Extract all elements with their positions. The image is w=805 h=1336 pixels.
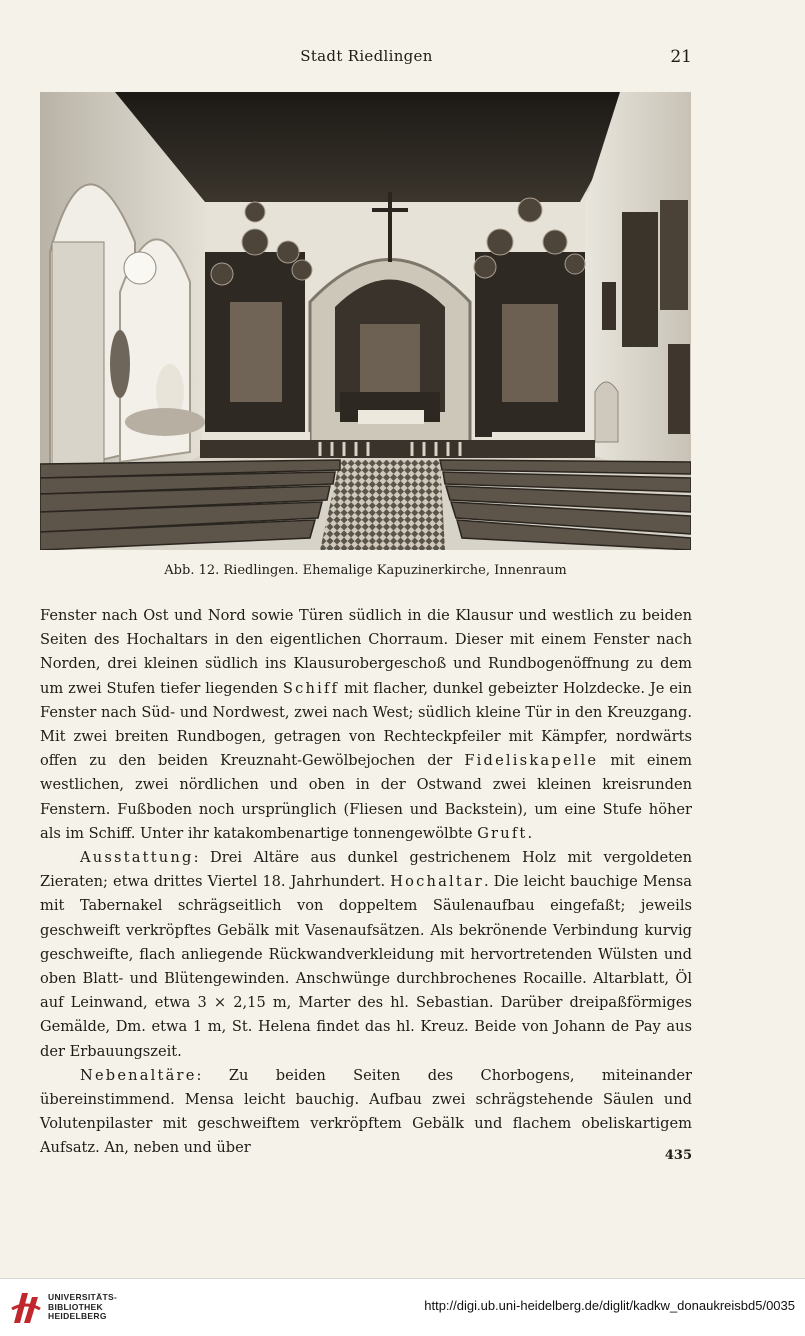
pews-left [40, 460, 340, 550]
running-head: Stadt Riedlingen [300, 47, 433, 65]
body-text [40, 604, 692, 1161]
folio-number: 435 [664, 1148, 692, 1163]
tiled-floor [320, 460, 445, 550]
paragraph-3: Nebenaltäre: Zu beiden Seiten des Chorbogens, miteinander übereinstimmend. Mensa leicht bauchig. Aufbau zwei schrägstehende Säulen und Volutenpilaster mit geschweiftem verkröpftem Gebälk und flachem obeliskartigem Aufsatz. An, neben und über [40, 1066, 692, 1157]
church-interior-photo [40, 92, 691, 550]
church-interior-illustration [40, 92, 691, 550]
library-logo-icon [8, 1289, 44, 1327]
page-number: 21 [670, 47, 692, 67]
library-name: UNIVERSITÄTS- BIBLIOTHEK HEIDELBERG [48, 1292, 118, 1321]
library-footer [0, 1278, 805, 1336]
permalink-url[interactable]: http://digi.ub.uni-heidelberg.de/diglit/kadkw_donaukreisbd5/0035 [424, 1298, 795, 1313]
figure-caption: Abb. 12. Riedlingen. Ehemalige Kapuzinerkirche, Innenraum [164, 563, 567, 578]
paragraph-2: Ausstattung: Drei Altäre aus dunkel gestrichenem Holz mit vergoldeten Zieraten; etwa drittes Viertel 18. Jahrhundert. Hochaltar. Die leicht bauchige Mensa mit Tabernakel schrägseitlich von doppeltem Säulenaufbau eingefaßt; jeweils geschweift verkröpftes Gebälk mit Vasenaufsätzen. Als bekrönende Verbindung kurvig geschweifte, flach anliegende Rückwandverkleidung mit hervortretenden Wülsten und oben Blatt- und Blütengewinden. Anschwünge durchbrochenes Rocaille. Altarblatt, Öl auf Leinwand, etwa 3 × 2,15 m, Marter des hl. Sebastian. Darüber dreipaßförmiges Gemälde, Dm. etwa 1 m, St. Helena findet das hl. Kreuz. Beide von Johann de Pay aus der Erbauungszeit. [40, 849, 692, 1060]
paragraph-1: Fenster nach Ost und Nord sowie Türen südlich in die Klausur und westlich zu beiden Seiten des Hochaltars in den eigentlichen Chorraum. Dieser mit einem Fenster nach Norden, drei kleinen südlich ins Klausurobergeschoß und Rundbogenöffnung zu dem um zwei Stufen tiefer liegenden Schiff mit flacher, dunkel gebeizter Holzdecke. Je ein Fenster nach Süd- und Nordwest, zwei nach West; südlich kleine Tür in den Kreuzgang. Mit zwei breiten Rundbogen, getragen von Rechteckpfeiler mit Kämpfer, nordwärts offen zu den beiden Kreuznaht-Gewölbejochen der Fideliskapelle mit einem westlichen, zwei nördlichen und oben in der Ostwand zwei kleinen kreisrunden Fenstern. Fußboden noch ursprünglich (Fliesen und Backstein), um eine Stufe höher als im Schiff. Unter ihr katakombenartige tonnengewölbte Gruft. [40, 607, 693, 842]
